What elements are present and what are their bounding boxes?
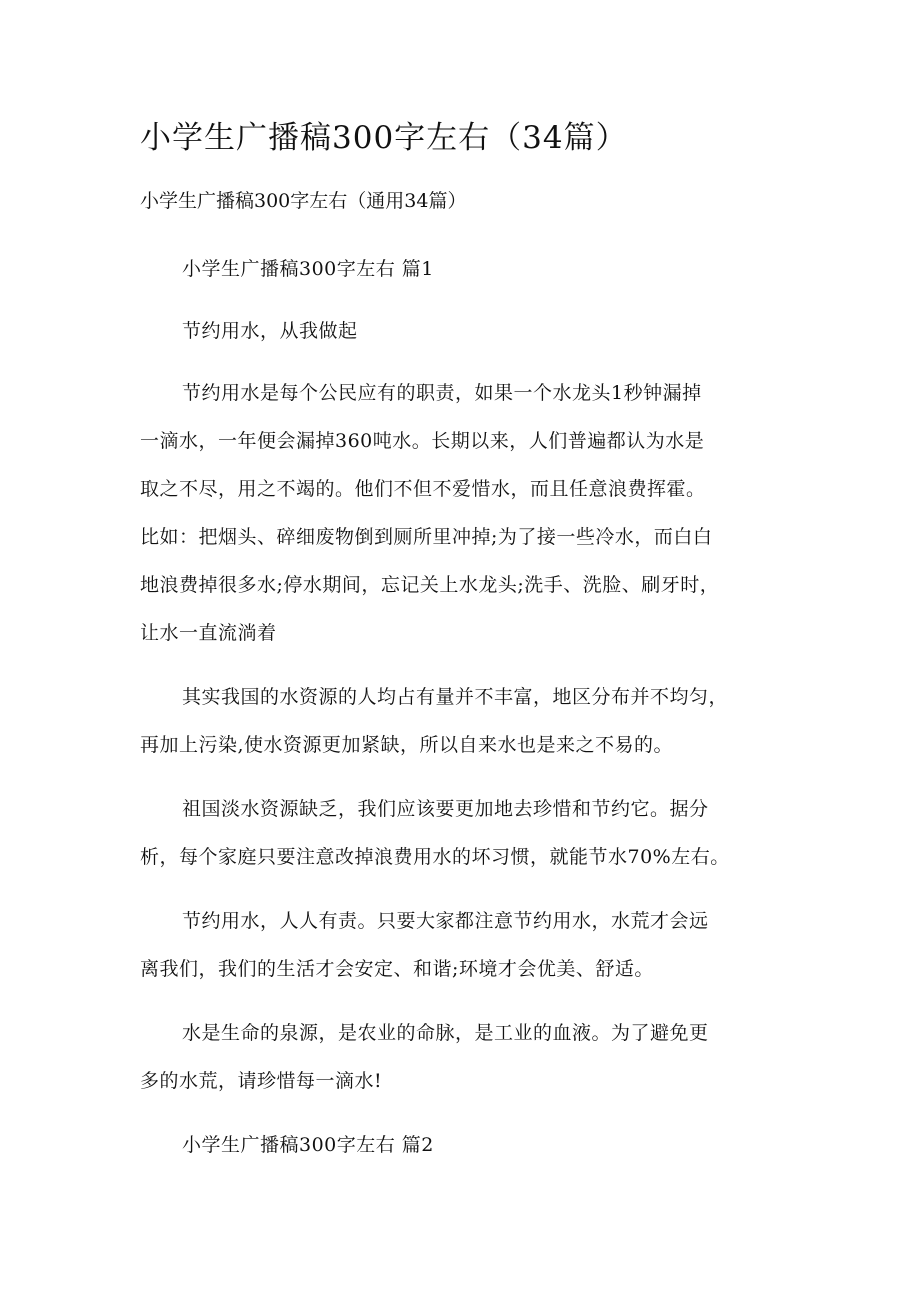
paragraph-3-line: 析，每个家庭只要注意改掉浪费用水的坏习惯，就能节水70%左右。 xyxy=(140,846,730,868)
paragraph-1-line: 地浪费掉很多水;停水期间，忘记关上水龙头;洗手、洗脸、刷牙时， xyxy=(140,574,720,596)
paragraph-2-line: 再加上污染,使水资源更加紧缺，所以自来水也是来之不易的。 xyxy=(140,734,674,756)
paragraph-3-line: 祖国淡水资源缺乏，我们应该要更加地去珍惜和节约它。据分 xyxy=(182,798,709,820)
paragraph-2-line: 其实我国的水资源的人均占有量并不丰富，地区分布并不均匀， xyxy=(182,686,729,708)
paragraph-1-line: 让水一直流淌着 xyxy=(140,622,277,644)
paragraph-5-line: 多的水荒，请珍惜每一滴水! xyxy=(140,1070,383,1092)
section-heading-1: 小学生广播稿300字左右 篇1 xyxy=(182,258,434,280)
paragraph-1-line: 取之不尽，用之不竭的。他们不但不爱惜水，而且任意浪费挥霍。 xyxy=(140,478,706,500)
paragraph-1-line: 节约用水是每个公民应有的职责，如果一个水龙头1秒钟漏掉 xyxy=(182,382,702,404)
document-subtitle: 小学生广播稿300字左右（通用34篇） xyxy=(140,190,467,212)
paragraph-1-line: 比如：把烟头、碎细废物倒到厕所里冲掉;为了接一些冷水，而白白 xyxy=(140,526,713,548)
paragraph-4-line: 离我们，我们的生活才会安定、和谐;环境才会优美、舒适。 xyxy=(140,958,654,980)
document-title: 小学生广播稿300字左右（34篇） xyxy=(140,120,628,156)
article-title: 节约用水，从我做起 xyxy=(182,320,358,342)
paragraph-4-line: 节约用水，人人有责。只要大家都注意节约用水，水荒才会远 xyxy=(182,910,709,932)
paragraph-1-line: 一滴水，一年便会漏掉360吨水。长期以来，人们普遍都认为水是 xyxy=(140,430,705,452)
paragraph-5-line: 水是生命的泉源，是农业的命脉，是工业的血液。为了避免更 xyxy=(182,1022,709,1044)
section-heading-2: 小学生广播稿300字左右 篇2 xyxy=(182,1134,434,1156)
